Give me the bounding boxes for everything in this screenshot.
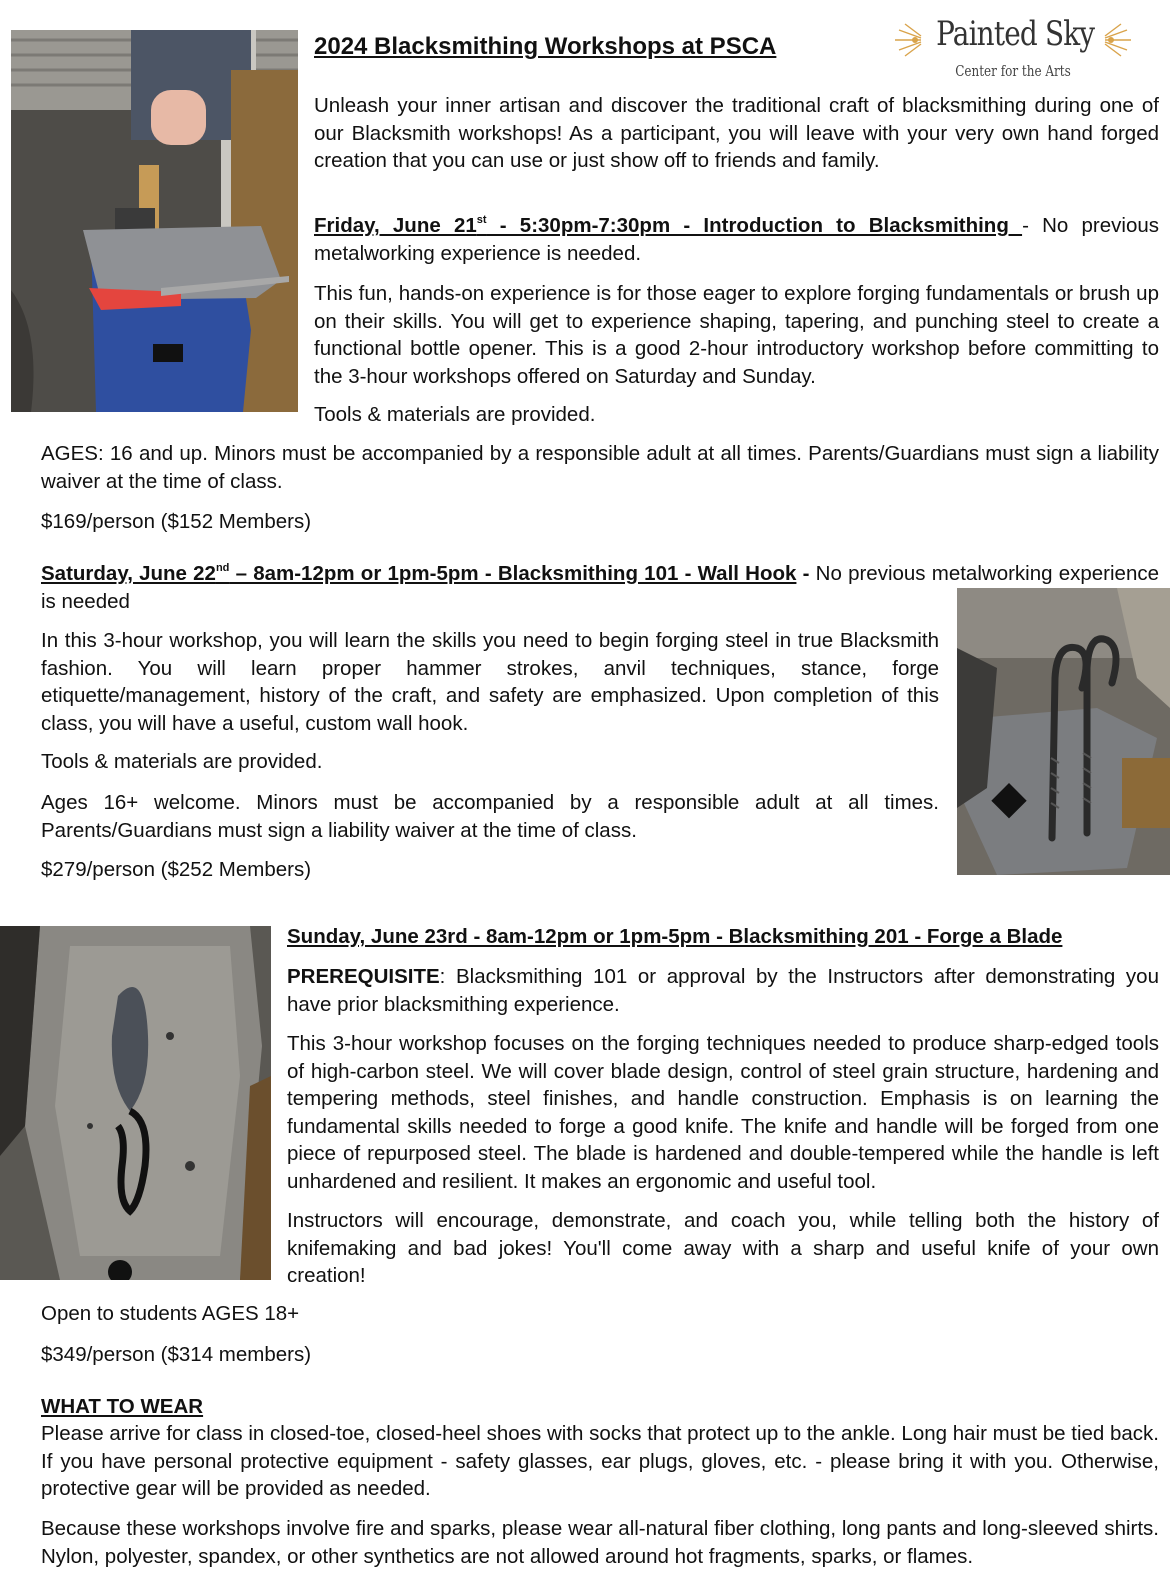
sunday-price: $349/person ($314 members) [41,1343,312,1366]
page-title: 2024 Blacksmithing Workshops at PSCA [314,33,777,60]
logo-name: Painted Sky [936,14,1095,54]
friday-heading: Friday, June 21st - 5:30pm-7:30pm - Introduction to Blacksmithing - No previous metalworking experience is needed. [314,214,1159,265]
friday-price: $169/person ($152 Members) [41,510,312,533]
sunday-prerequisite: PREREQUISITE: Blacksmithing 101 or approval by the Instructors after demonstrating you have prior blacksmithing experience. [287,965,1159,1016]
hammer-anvil-photo [11,30,298,412]
sunday-ages: Open to students AGES 18+ [41,1302,300,1325]
intro-paragraph: Unleash your inner artisan and discover the traditional craft of blacksmithing during one of our Blacksmith workshops! As a participant, you will leave with your very own hand forged creation that you can use or just show off to friends and family. [314,94,1159,172]
friday-ages: AGES: 16 and up. Minors must be accompanied by a responsible adult at all times. Parents/Guardians must sign a liability waiver at the time of class. [41,442,1159,493]
painted-sky-logo [893,10,1133,90]
wall-hook-photo [957,588,1170,875]
saturday-ages: Ages 16+ welcome. Minors must be accompanied by a responsible adult at all times. Parents/Guardians must sign a liability waiver at the time of class. [41,791,939,842]
wear-paragraph-1: Please arrive for class in closed-toe, closed-heel shoes with socks that protect up to the ankle. Long hair must be tied back. If you have personal protective equipment - safety glasses, ear plugs, gloves, etc. - please bring it with you. Otherwise, protective gear will be provided as needed. [41,1422,1159,1500]
sunday-instructors: Instructors will encourage, demonstrate, and coach you, while telling both the history of knifemaking and bad jokes! You'll come away with a sharp and useful knife of your own creation! [287,1209,1159,1287]
saturday-tools: Tools & materials are provided. [41,750,323,773]
friday-description: This fun, hands-on experience is for those eager to explore forging fundamentals or brush up on their skills. You will get to experience shaping, tapering, and punching steel to create a functional bottle opener. This is a good 2-hour introductory workshop before committing to the 3-hour workshops offered on Saturday and Sunday. [314,282,1159,388]
saturday-price: $279/person ($252 Members) [41,858,312,881]
blade-anvil-photo [0,926,271,1280]
wear-paragraph-2: Because these workshops involve fire and sparks, please wear all-natural fiber clothing, long pants and long-sleeved shirts. Nylon, polyester, spandex, or other synthetics are not allowed around hot fragments, sparks, or flames. [41,1517,1159,1568]
saturday-description: In this 3-hour workshop, you will learn the skills you need to begin forging steel in true Blacksmith fashion. You will learn proper hammer strokes, anvil techniques, stance, forge etiquette/management, history of the craft, and safety are emphasized. Upon completion of this class, you will have a useful, custom wall hook. [41,629,939,735]
friday-tools: Tools & materials are provided. [314,403,596,426]
logo-tagline: Center for the Arts [955,62,1071,80]
sunday-description: This 3-hour workshop focuses on the forging techniques needed to produce sharp-edged tools of high-carbon steel. We will cover blade design, control of steel grain structure, hardening and tempering methods, steel finishes, and handle construction. Emphasis is on learning the fundamental skills needed to forge a good knife. The knife and handle will be forged from one piece of repurposed steel. The blade is hardened and double-tempered while the handle is left unhardened and resilient. It makes an ergonomic and useful tool. [287,1032,1159,1193]
saturday-heading: Saturday, June 22nd – 8am-12pm or 1pm-5pm - Blacksmithing 101 - Wall Hook - No previous metalworking experience is needed [41,562,1160,613]
sunday-heading: Sunday, June 23rd - 8am-12pm or 1pm-5pm - Blacksmithing 201 - Forge a Blade [287,925,1063,948]
wear-heading: WHAT TO WEAR [41,1395,204,1418]
